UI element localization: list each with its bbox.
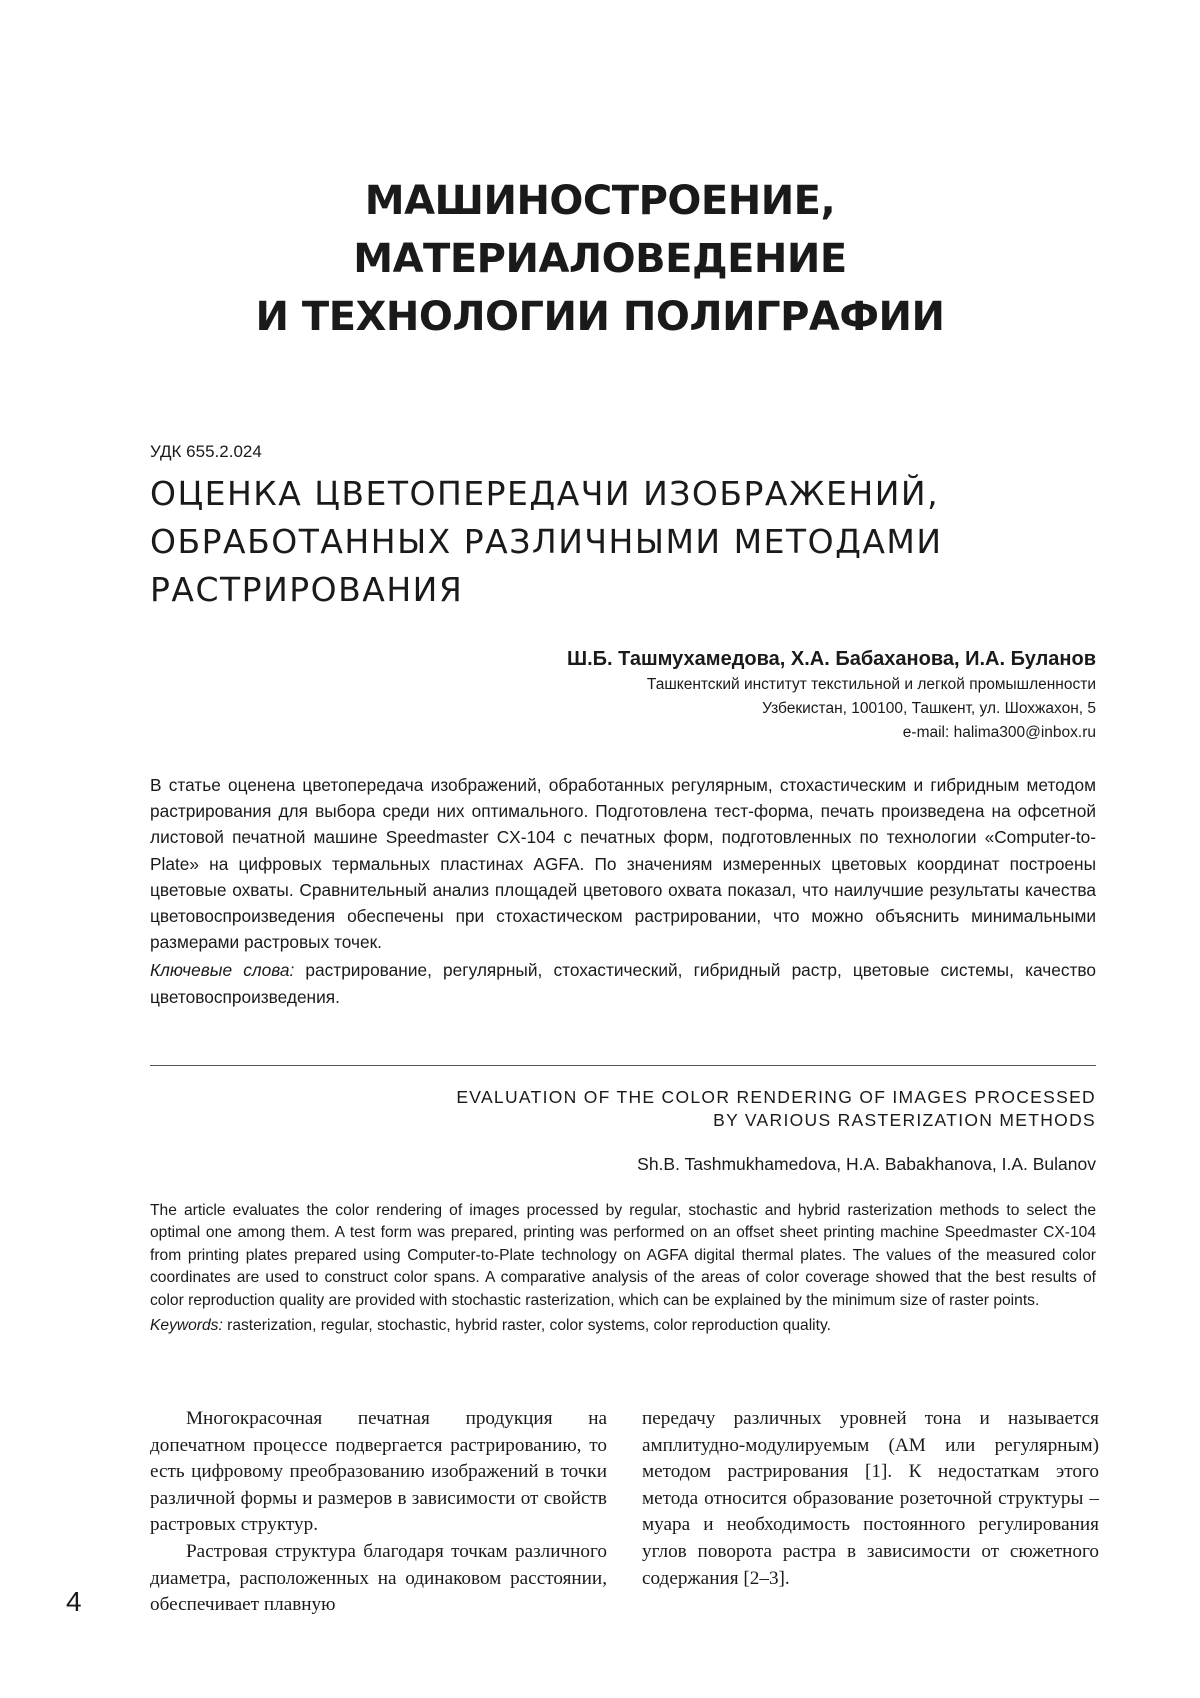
keywords-en-list: rasterization, regular, stochastic, hybrid raster, color systems, color reproduction quality. bbox=[222, 1317, 831, 1335]
section-title-line: МАТЕРИАЛОВЕДЕНИЕ bbox=[353, 236, 847, 282]
abstract-ru bbox=[150, 772, 1096, 1010]
affiliation-email: e-mail: halima300@inbox.ru bbox=[902, 724, 1096, 741]
english-title-line: EVALUATION OF THE COLOR RENDERING OF IMAGES PROCESSED bbox=[456, 1087, 1096, 1107]
english-title bbox=[456, 1086, 1096, 1132]
abstract-en bbox=[150, 1200, 1096, 1337]
section-divider bbox=[150, 1065, 1096, 1066]
keywords-ru-list: растрирование, регулярный, стохастический, гибридный растр, цветовые системы, качество цветовоспроизведения. bbox=[150, 960, 1097, 1007]
article-title-line: ОБРАБОТАННЫХ РАЗЛИЧНЫМИ МЕТОДАМИ bbox=[150, 522, 943, 561]
section-title-line: МАШИНОСТРОЕНИЕ, bbox=[364, 178, 836, 224]
english-authors: Sh.B. Tashmukhamedova, H.A. Babakhanova, I.A. Bulanov bbox=[637, 1154, 1096, 1174]
body-column-left bbox=[150, 1406, 607, 1619]
body-paragraph: передачу различных уровней тона и называется амплитудно-модулируемым (АМ или регулярным) методом растрирования [1]. К недостаткам этого метода относится образование розеточной структуры – муара и необходимость постоянного регулирования углов поворота растра в зависимости от сюжетного содержания [2–3]. bbox=[642, 1408, 1099, 1589]
authors: Ш.Б. Ташмухамедова, Х.А. Бабаханова, И.А. Буланов bbox=[566, 648, 1096, 670]
body-paragraph: Растровая структура благодаря точкам различного диаметра, расположенных на одинаковом расстоянии, обеспечивает плавную bbox=[150, 1540, 607, 1616]
affiliation-address: Узбекистан, 100100, Ташкент, ул. Шохжахон, 5 bbox=[762, 700, 1096, 717]
keywords-ru bbox=[150, 957, 1096, 1009]
body-paragraph: Многокрасочная печатная продукция на допечатном процессе подвергается растрированию, то есть цифровому преобразованию изображений в точки различной формы и размеров в зависимости от свойств растровых структур. bbox=[150, 1408, 607, 1536]
page-number: 4 bbox=[66, 1586, 82, 1617]
affiliation-institute: Ташкентский институт текстильной и легкой промышленности bbox=[646, 676, 1096, 693]
section-title bbox=[0, 172, 1200, 346]
body-column-right bbox=[642, 1406, 1099, 1592]
udk-code: УДК 655.2.024 bbox=[150, 442, 262, 461]
article-title bbox=[150, 470, 1100, 614]
article-title-line: РАСТРИРОВАНИЯ bbox=[150, 570, 464, 609]
keywords-ru-label: Ключевые слова: bbox=[150, 960, 295, 981]
section-title-line: И ТЕХНОЛОГИИ ПОЛИГРАФИИ bbox=[255, 294, 945, 340]
keywords-en-label: Keywords: bbox=[150, 1317, 223, 1335]
abstract-en-text: The article evaluates the color rendering of images processed by regular, stochastic and hybrid rasterization methods to select the optimal one among them. A test form was prepared, printing was performed on an offset sheet printing machine Speedmaster CX-104 from printing plates prepared using Computer-to-Plate technology on AGFA digital thermal plates. The values of the measured color coordinates are used to construct color spans. A comparative analysis of the areas of color coverage showed that the best results of color reproduction quality are provided with stochastic rasterization, which can be explained by the minimum size of raster points. bbox=[150, 1202, 1096, 1309]
english-title-line: BY VARIOUS RASTERIZATION METHODS bbox=[713, 1110, 1096, 1130]
abstract-ru-text: В статье оценена цветопередача изображений, обработанных регулярным, стохастическим и гибридным методом растрирования для выбора среди них оптимального. Подготовлена тест-форма, печать произведена на офсетной листовой печатной машине Speedmaster CX-104 с печатных форм, подготовленных по технологии «Computer-to-Plate» на цифровых термальных пластинах AGFA. По значениям измеренных цветовых координат построены цветовые охваты. Сравнительный анализ площадей цветового охвата показал, что наилучшие результаты качества цветовоспроизведения обеспечены при стохастическом растрировании, что можно объяснить минимальными размерами растровых точек. bbox=[150, 775, 1096, 953]
authors-block bbox=[567, 645, 1096, 745]
article-title-line: ОЦЕНКА ЦВЕТОПЕРЕДАЧИ ИЗОБРАЖЕНИЙ, bbox=[150, 474, 940, 513]
keywords-en bbox=[150, 1315, 1096, 1337]
